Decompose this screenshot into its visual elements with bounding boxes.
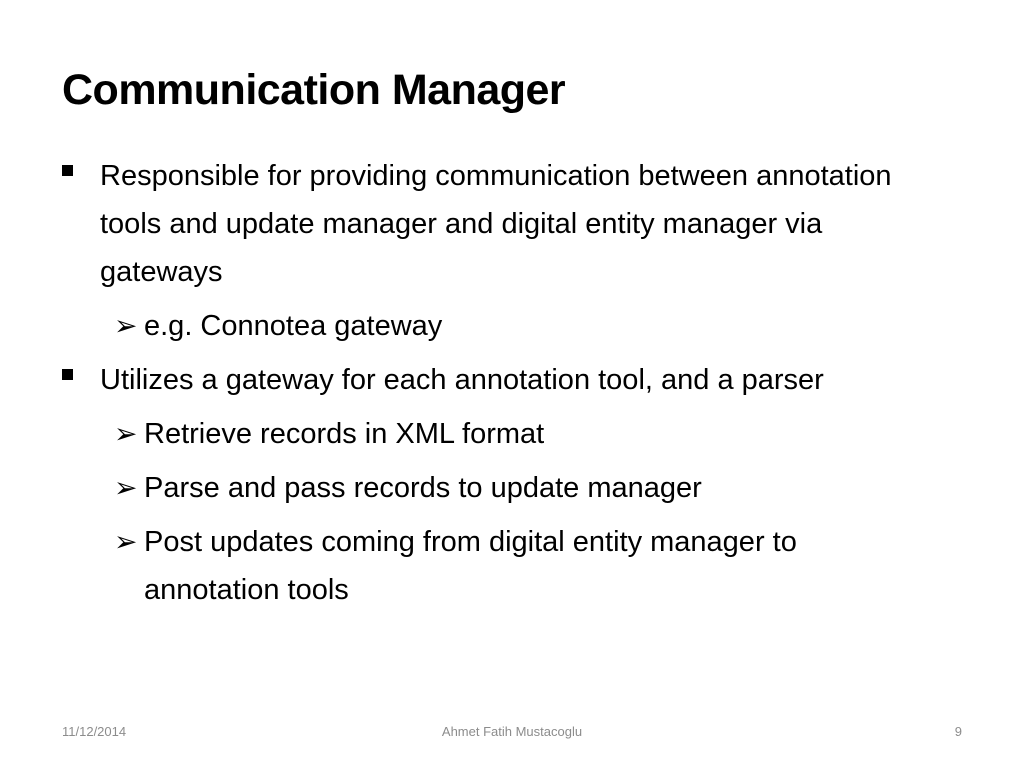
slide-title: Communication Manager [62,66,566,114]
square-bullet-icon [62,165,73,176]
sub-bullet-item [62,302,904,350]
square-bullet-icon [62,369,73,380]
sub-bullet-item [62,518,904,614]
sub-bullet-text: Post updates coming from digital entity manager to annotation tools [144,526,797,606]
bullet-text: Utilizes a gateway for each annotation tool, and a parser [100,364,824,396]
arrow-bullet-icon: ➢ [114,309,138,342]
sub-bullet-item [62,410,904,458]
bullet-text: Responsible for providing communication between annotation tools and update manager and digital entity manager via gateways [100,160,892,288]
sub-bullet-text: Parse and pass records to update manager [144,472,702,504]
sub-bullet-item [62,464,904,512]
arrow-bullet-icon: ➢ [114,417,138,450]
footer-page-number: 9 [954,724,962,739]
sub-bullet-text: e.g. Connotea gateway [144,310,443,342]
footer-date: 11/12/2014 [62,724,127,739]
sub-bullet-text: Retrieve records in XML format [144,418,545,450]
arrow-bullet-icon: ➢ [114,525,138,558]
footer-author: Ahmet Fatih Mustacoglu [441,724,583,739]
bullet-item [62,356,930,404]
bullet-item [62,152,930,296]
arrow-bullet-icon: ➢ [114,471,138,504]
slide-body [62,152,962,620]
